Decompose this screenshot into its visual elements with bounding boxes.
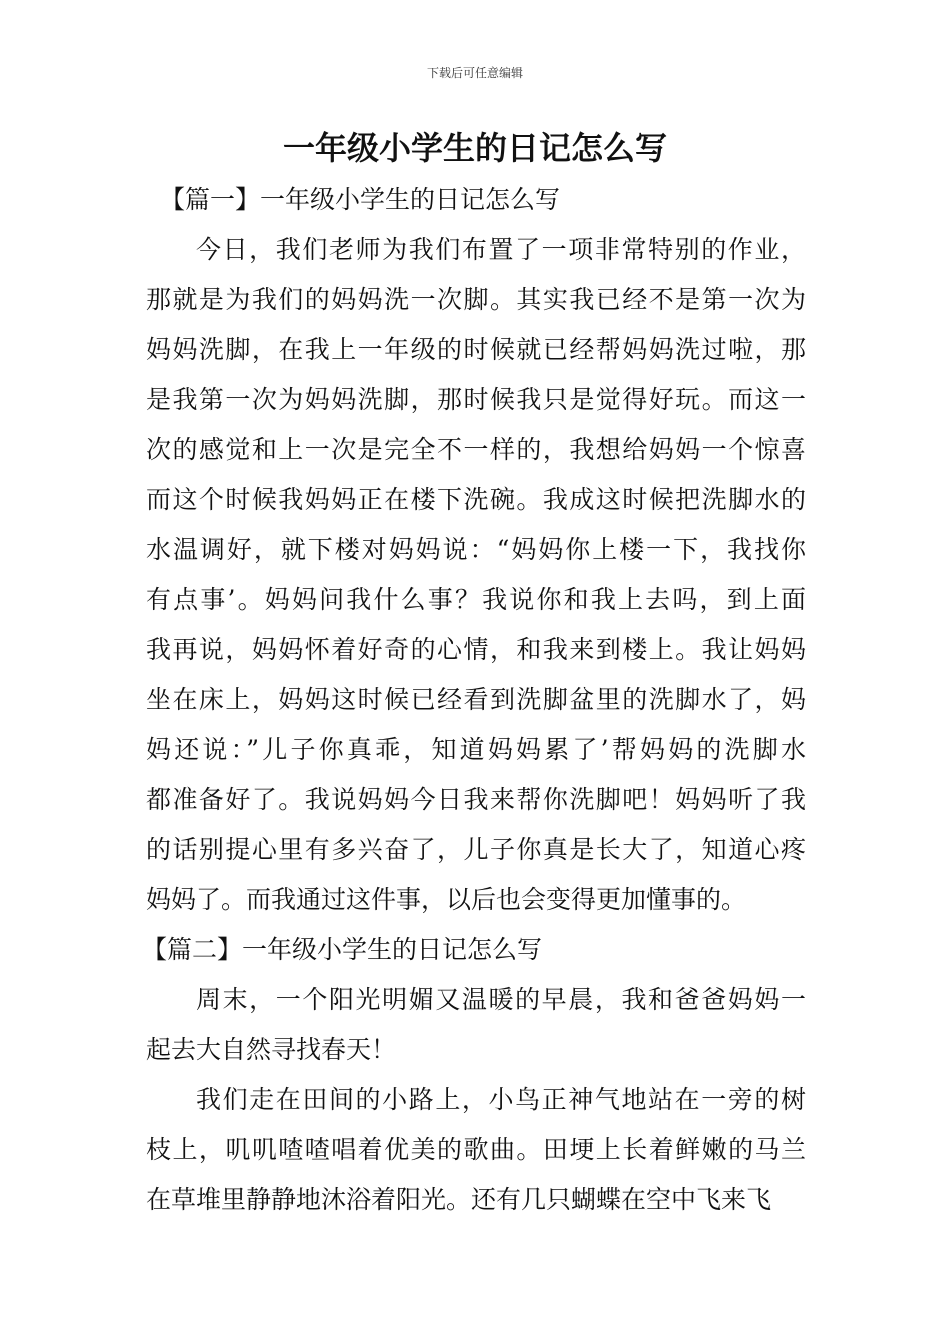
paragraph-line: 妈妈了。而我通过这件事，以后也会变得更加懂事的。	[146, 885, 747, 914]
document-title: 一年级小学生的日记怎么写	[282, 129, 667, 167]
section-1	[146, 175, 806, 925]
paragraph-line: 水温调好，就下楼对妈妈说：“妈妈你上楼一下，我找你	[146, 535, 806, 564]
paragraph	[146, 975, 806, 1075]
section-heading: 【篇一】一年级小学生的日记怎么写	[160, 185, 561, 214]
paragraph-line: 在草堆里静静地沐浴着阳光。还有几只蝴蝶在空中飞来飞	[146, 1185, 772, 1214]
paragraph-line: 次的感觉和上一次是完全不一样的，我想给妈妈一个惊喜	[146, 435, 806, 464]
paragraph-line: 今日，我们老师为我们布置了一项非常特别的作业，	[196, 235, 806, 264]
paragraph-line: 是我第一次为妈妈洗脚，那时候我只是觉得好玩。而这一	[146, 385, 806, 414]
paragraph-line: 枝上，叽叽喳喳唱着优美的歌曲。田埂上长着鲜嫩的马兰	[146, 1135, 806, 1164]
section-heading: 【篇二】一年级小学生的日记怎么写	[142, 935, 543, 964]
section-2	[142, 925, 806, 1225]
paragraph-line: 我再说，妈妈怀着好奇的心情，和我来到楼上。我让妈妈	[146, 635, 806, 664]
paragraph-line: 起去大自然寻找春天！	[146, 1035, 397, 1064]
paragraph	[146, 1075, 806, 1225]
paragraph-line: 那就是为我们的妈妈洗一次脚。其实我已经不是第一次为	[146, 285, 806, 314]
document-body	[142, 175, 806, 1225]
paragraph	[146, 225, 806, 925]
header-note: 下载后可任意编辑	[426, 66, 523, 80]
paragraph-line: 我们走在田间的小路上，小鸟正神气地站在一旁的树	[196, 1085, 806, 1114]
paragraph-line: 坐在床上，妈妈这时候已经看到洗脚盆里的洗脚水了，妈	[146, 685, 806, 714]
paragraph-line: 都准备好了。我说妈妈今日我来帮你洗脚吧！妈妈听了我	[146, 785, 806, 814]
paragraph-line: 的话别提心里有多兴奋了，儿子你真是长大了，知道心疼	[146, 835, 806, 864]
paragraph-line: 周末，一个阳光明媚又温暖的早晨，我和爸爸妈妈一	[196, 985, 806, 1014]
paragraph-line: 有点事’。妈妈问我什么事？我说你和我上去吗，到上面	[146, 585, 806, 614]
paragraph-line: 妈还说：”儿子你真乖，知道妈妈累了’帮妈妈的洗脚水	[146, 735, 806, 764]
paragraph-line: 妈妈洗脚，在我上一年级的时候就已经帮妈妈洗过啦，那	[146, 335, 806, 364]
paragraph-line: 而这个时候我妈妈正在楼下洗碗。我成这时候把洗脚水的	[146, 485, 806, 514]
